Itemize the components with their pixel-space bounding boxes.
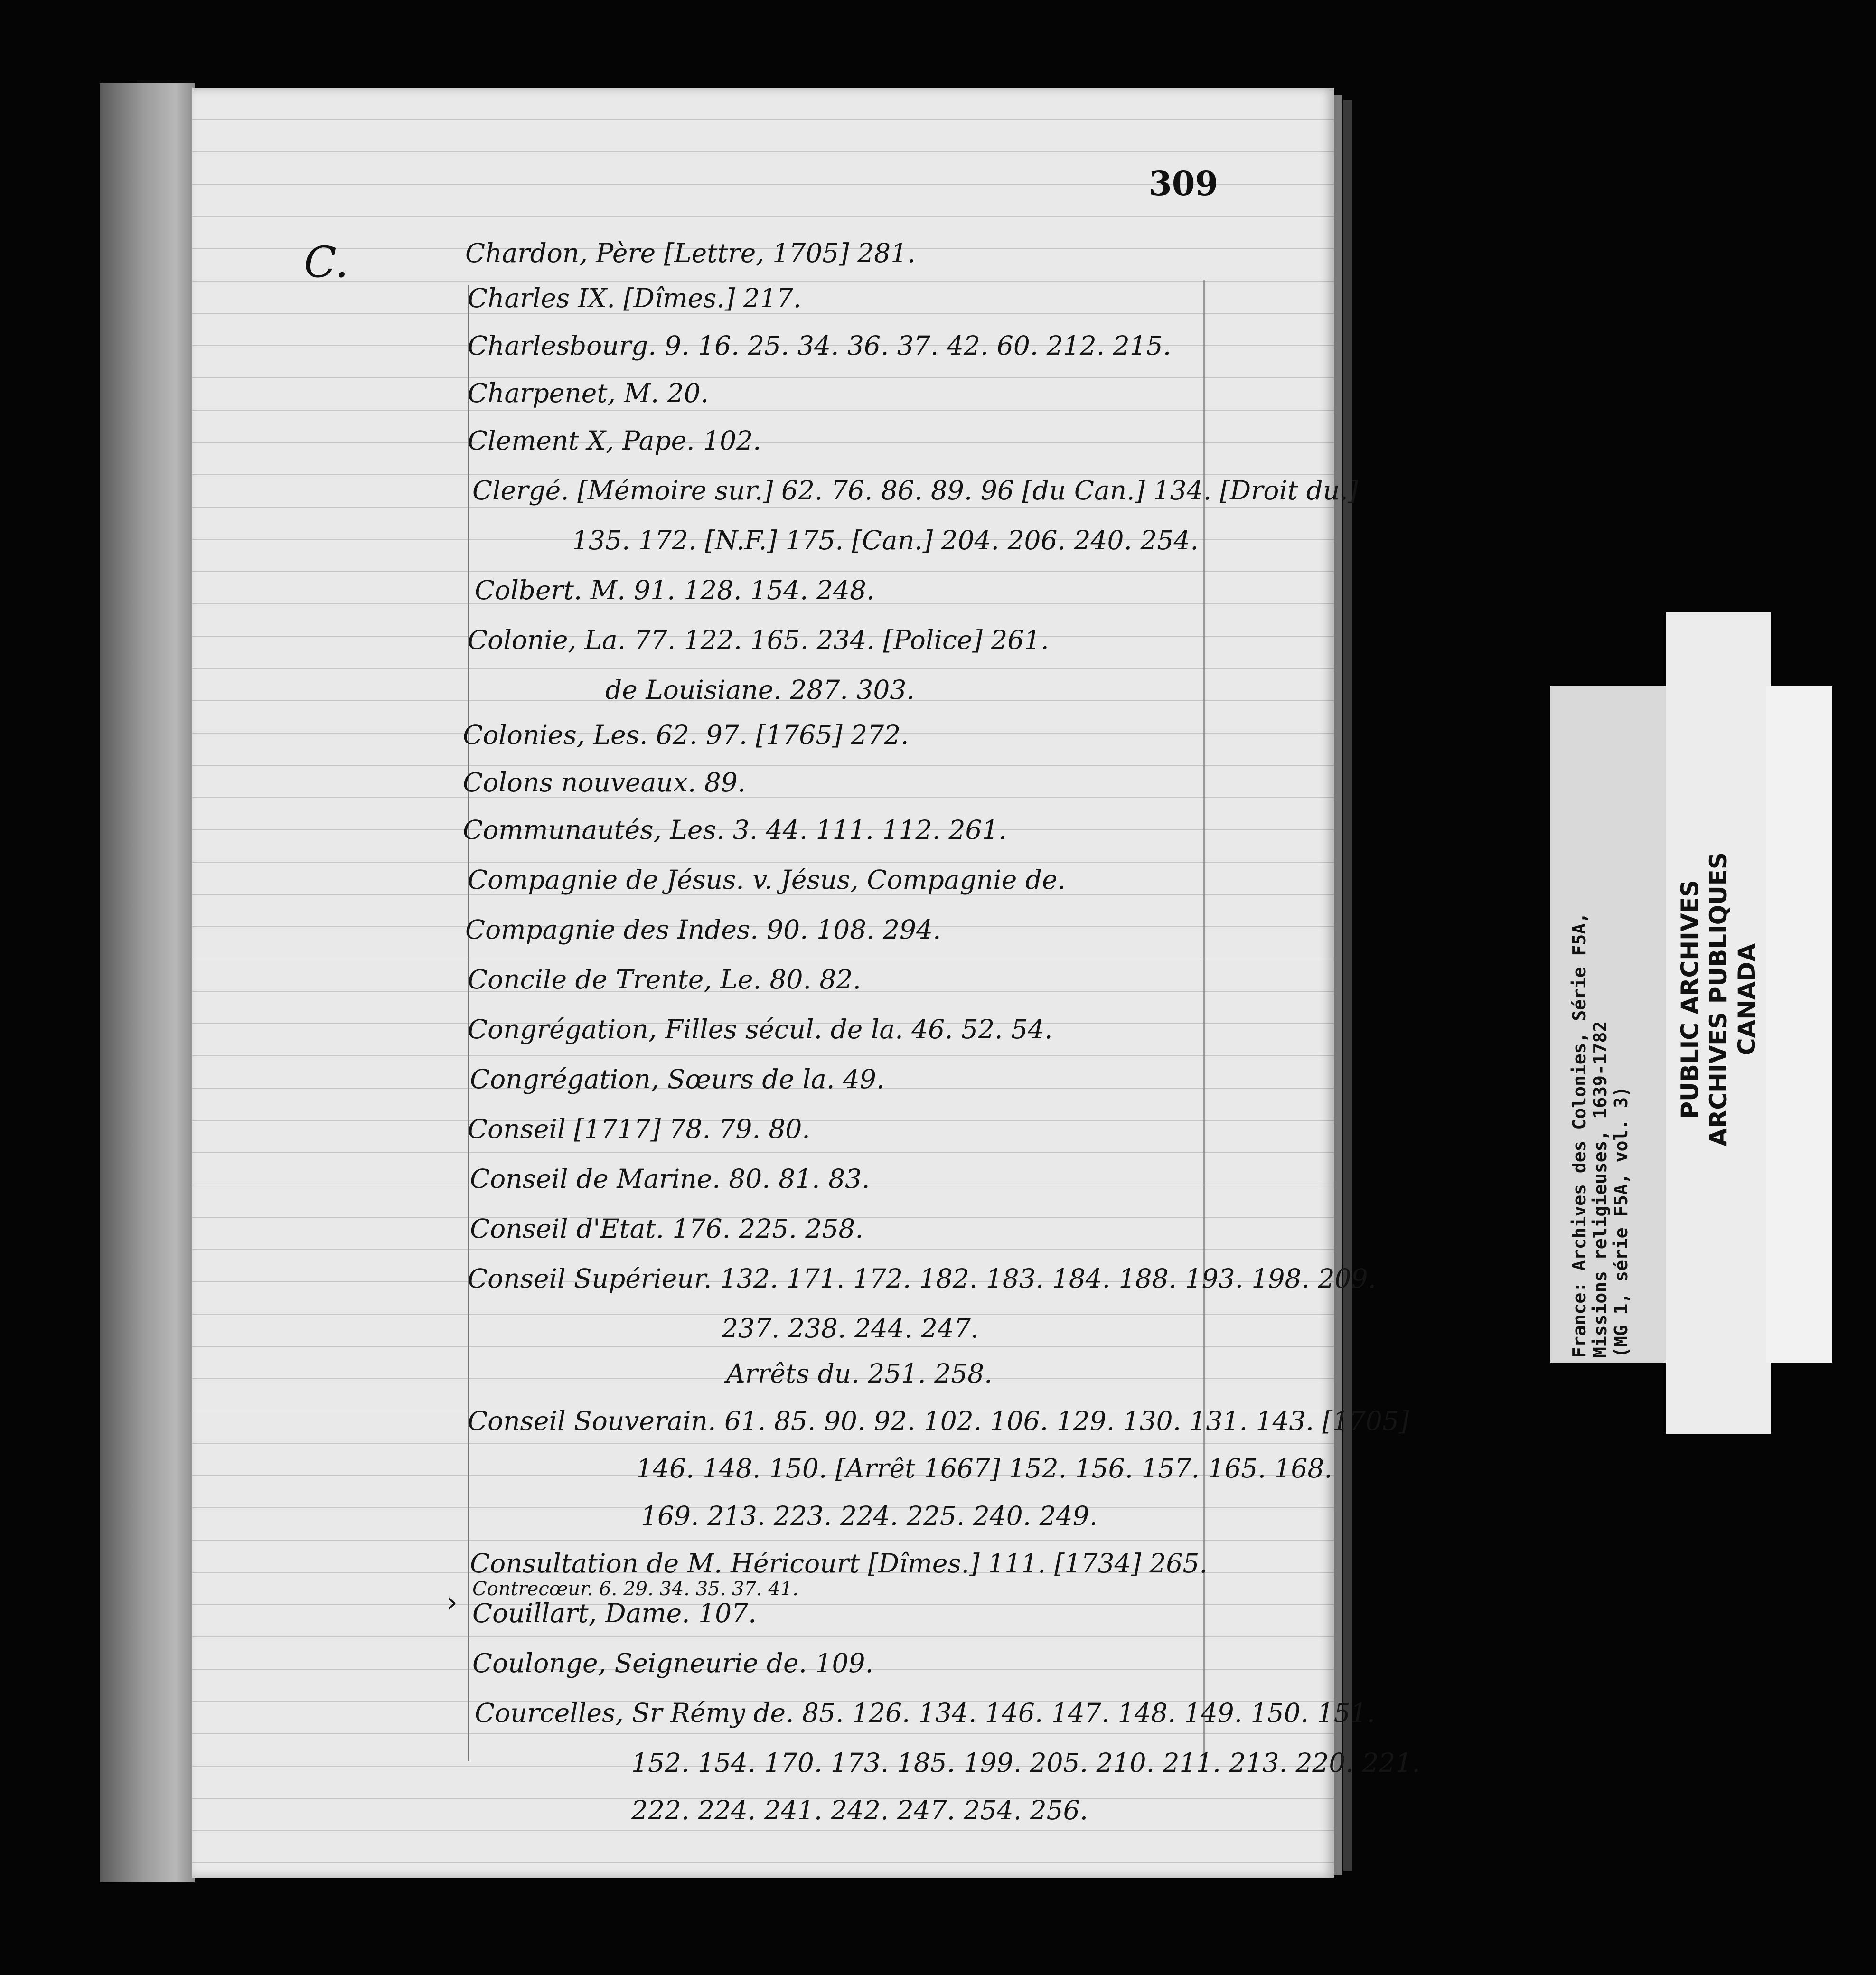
- index-entry: Communautés, Les. 3. 44. 111. 112. 261.: [463, 815, 1007, 845]
- reference-line: France: Archives des Colonies, Série F5A,: [1569, 912, 1590, 1358]
- index-entry: Conseil [1717] 78. 79. 80.: [468, 1114, 810, 1144]
- archive-label-edge: [1766, 686, 1832, 1363]
- index-entry-continuation: de Louisiane. 287. 303.: [605, 675, 915, 705]
- index-entry: Clement X, Pape. 102.: [468, 425, 761, 456]
- index-entry-continuation: 222. 224. 241. 242. 247. 254. 256.: [631, 1795, 1088, 1825]
- index-entry: Courcelles, Sr Rémy de. 85. 126. 134. 146. 147. 148. 149. 150. 151.: [475, 1698, 1376, 1728]
- index-entry: Congrégation, Filles sécul. de la. 46. 52. 54.: [468, 1014, 1053, 1044]
- page-number: 309: [1149, 164, 1219, 203]
- index-entry: Consultation de M. Héricourt [Dîmes.] 111. [1734] 265.: [470, 1548, 1208, 1579]
- index-entry-continuation: 152. 154. 170. 173. 185. 199. 205. 210. 211. 213. 220. 221.: [631, 1748, 1420, 1778]
- index-entry: Coulonge, Seigneurie de. 109.: [472, 1648, 873, 1678]
- index-entry: Colons nouveaux. 89.: [463, 767, 746, 798]
- index-entry: Charpenet, M. 20.: [468, 378, 709, 408]
- index-entry: Colonie, La. 77. 122. 165. 234. [Police] 261.: [468, 625, 1049, 655]
- archive-line: PUBLIC ARCHIVES: [1676, 880, 1704, 1119]
- archive-name: [1676, 845, 1761, 1154]
- index-entry: Conseil Souverain. 61. 85. 90. 92. 102. 106. 129. 130. 131. 143. [1705]: [468, 1406, 1409, 1436]
- index-entry: Colbert. M. 91. 128. 154. 248.: [475, 575, 875, 605]
- insertion-mark-icon: ›: [446, 1586, 458, 1619]
- archive-line: CANADA: [1733, 943, 1761, 1056]
- index-entry: Charles IX. [Dîmes.] 217.: [468, 283, 802, 313]
- index-entry-continuation: 146. 148. 150. [Arrêt 1667] 152. 156. 157. 165. 168.: [636, 1453, 1332, 1484]
- index-entry-continuation: 237. 238. 244. 247.: [722, 1313, 979, 1344]
- index-entry: Concile de Trente, Le. 80. 82.: [468, 964, 861, 995]
- index-entry: Clergé. [Mémoire sur.] 62. 76. 86. 89. 96 [du Can.] 134. [Droit du.]: [472, 475, 1359, 506]
- index-entry-continuation: 135. 172. [N.F.] 175. [Can.] 204. 206. 240. 254.: [572, 525, 1199, 555]
- index-entry: Charlesbourg. 9. 16. 25. 34. 36. 37. 42. 60. 212. 215.: [468, 330, 1172, 361]
- index-entry: Compagnie des Indes. 90. 108. 294.: [465, 914, 941, 945]
- index-entry: Colonies, Les. 62. 97. [1765] 272.: [463, 720, 909, 750]
- reference-line: Missions religieuses, 1639-1782: [1590, 1021, 1611, 1358]
- reference-text: [1569, 912, 1632, 1358]
- index-entry: Compagnie de Jésus. v. Jésus, Compagnie de.: [468, 865, 1066, 895]
- index-entry-inserted: Contrecœur. 6. 29. 34. 35. 37. 41.: [472, 1578, 798, 1600]
- archive-line: ARCHIVES PUBLIQUES: [1705, 852, 1732, 1147]
- index-entry: Conseil d'Etat. 176. 225. 258.: [470, 1213, 863, 1244]
- index-entry-continuation: 169. 213. 223. 224. 225. 240. 249.: [641, 1501, 1098, 1531]
- index-entry: Conseil de Marine. 80. 81. 83.: [470, 1164, 870, 1194]
- reference-line: (MG 1, série F5A, vol. 3): [1611, 1086, 1632, 1358]
- index-entry: Congrégation, Sœurs de la. 49.: [470, 1064, 885, 1094]
- index-entry: Conseil Supérieur. 132. 171. 172. 182. 183. 184. 188. 193. 198. 209.: [468, 1263, 1376, 1294]
- index-entry-continuation: Arrêts du. 251. 258.: [726, 1358, 993, 1389]
- index-entry: Couillart, Dame. 107.: [472, 1598, 757, 1628]
- section-letter: C.: [304, 237, 349, 287]
- index-entry: Chardon, Père [Lettre, 1705] 281.: [465, 238, 916, 268]
